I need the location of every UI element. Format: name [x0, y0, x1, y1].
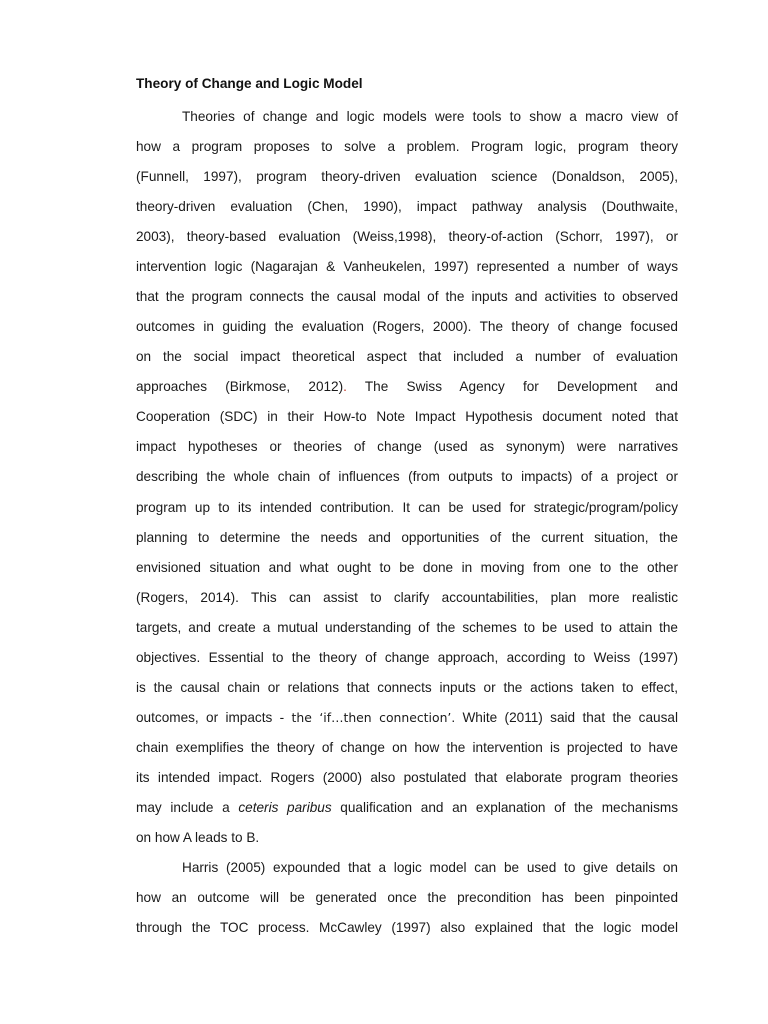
body-line: planning to determine the needs and opportunities of the current situation, the	[136, 530, 678, 545]
body-line: chain exemplifies the theory of change on how the intervention is projected to have	[136, 740, 678, 755]
red-period: .	[343, 379, 347, 394]
body-line: Cooperation (SDC) in their How-to Note Impact Hypothesis document noted that	[136, 409, 678, 424]
body-line: (Funnell, 1997), program theory-driven evaluation science (Donaldson, 2005),	[136, 169, 678, 184]
body-line	[136, 708, 678, 728]
body-text-segment: The Swiss Agency for Development and	[346, 379, 678, 394]
body-line: Harris (2005) expounded that a logic model can be used to give details on	[182, 860, 678, 875]
body-line: Theories of change and logic models were tools to show a macro view of	[182, 109, 678, 124]
quoted-phrase: the ‘if…then connection’	[291, 710, 452, 725]
body-text-segment: . White (2011) said that the causal	[451, 710, 678, 725]
body-line: how an outcome will be generated once the precondition has been pinpointed	[136, 890, 678, 905]
body-line: envisioned situation and what ought to be done in moving from one to the other	[136, 560, 678, 575]
body-text-segment: approaches (Birkmose, 2012)	[136, 379, 344, 394]
body-line: on how A leads to B.	[136, 830, 260, 845]
body-line: intervention logic (Nagarajan & Vanheukelen, 1997) represented a number of ways	[136, 259, 678, 274]
body-line: is the causal chain or relations that connects inputs or the actions taken to effect,	[136, 680, 678, 695]
body-line: describing the whole chain of influences (from outputs to impacts) of a project or	[136, 469, 678, 484]
section-heading: Theory of Change and Logic Model	[136, 76, 363, 91]
body-text-segment: may include a	[136, 800, 239, 815]
body-line: impact hypotheses or theories of change (used as synonym) were narratives	[136, 439, 678, 454]
body-text-segment: outcomes, or impacts -	[136, 710, 292, 725]
body-line	[136, 377, 678, 397]
body-line: how a program proposes to solve a problem. Program logic, program theory	[136, 139, 678, 154]
body-line: on the social impact theoretical aspect that included a number of evaluation	[136, 349, 678, 364]
body-text-segment: qualification and an explanation of the mechanisms	[331, 800, 678, 815]
body-line: its intended impact. Rogers (2000) also postulated that elaborate program theories	[136, 770, 678, 785]
body-line	[136, 798, 678, 818]
body-line: program up to its intended contribution. It can be used for strategic/program/policy	[136, 500, 678, 515]
body-line: (Rogers, 2014). This can assist to clarify accountabilities, plan more realistic	[136, 590, 678, 605]
body-line: 2003), theory-based evaluation (Weiss,1998), theory-of-action (Schorr, 1997), or	[136, 229, 678, 244]
body-line: through the TOC process. McCawley (1997) also explained that the logic model	[136, 920, 678, 935]
body-line: outcomes in guiding the evaluation (Rogers, 2000). The theory of change focused	[136, 319, 678, 334]
body-line: that the program connects the causal modal of the inputs and activities to observed	[136, 289, 678, 304]
body-line: targets, and create a mutual understanding of the schemes to be used to attain the	[136, 620, 678, 635]
body-line: theory-driven evaluation (Chen, 1990), impact pathway analysis (Douthwaite,	[136, 199, 678, 214]
italic-term: ceteris paribus	[238, 800, 332, 815]
body-line: objectives. Essential to the theory of change approach, according to Weiss (1997)	[136, 650, 678, 665]
